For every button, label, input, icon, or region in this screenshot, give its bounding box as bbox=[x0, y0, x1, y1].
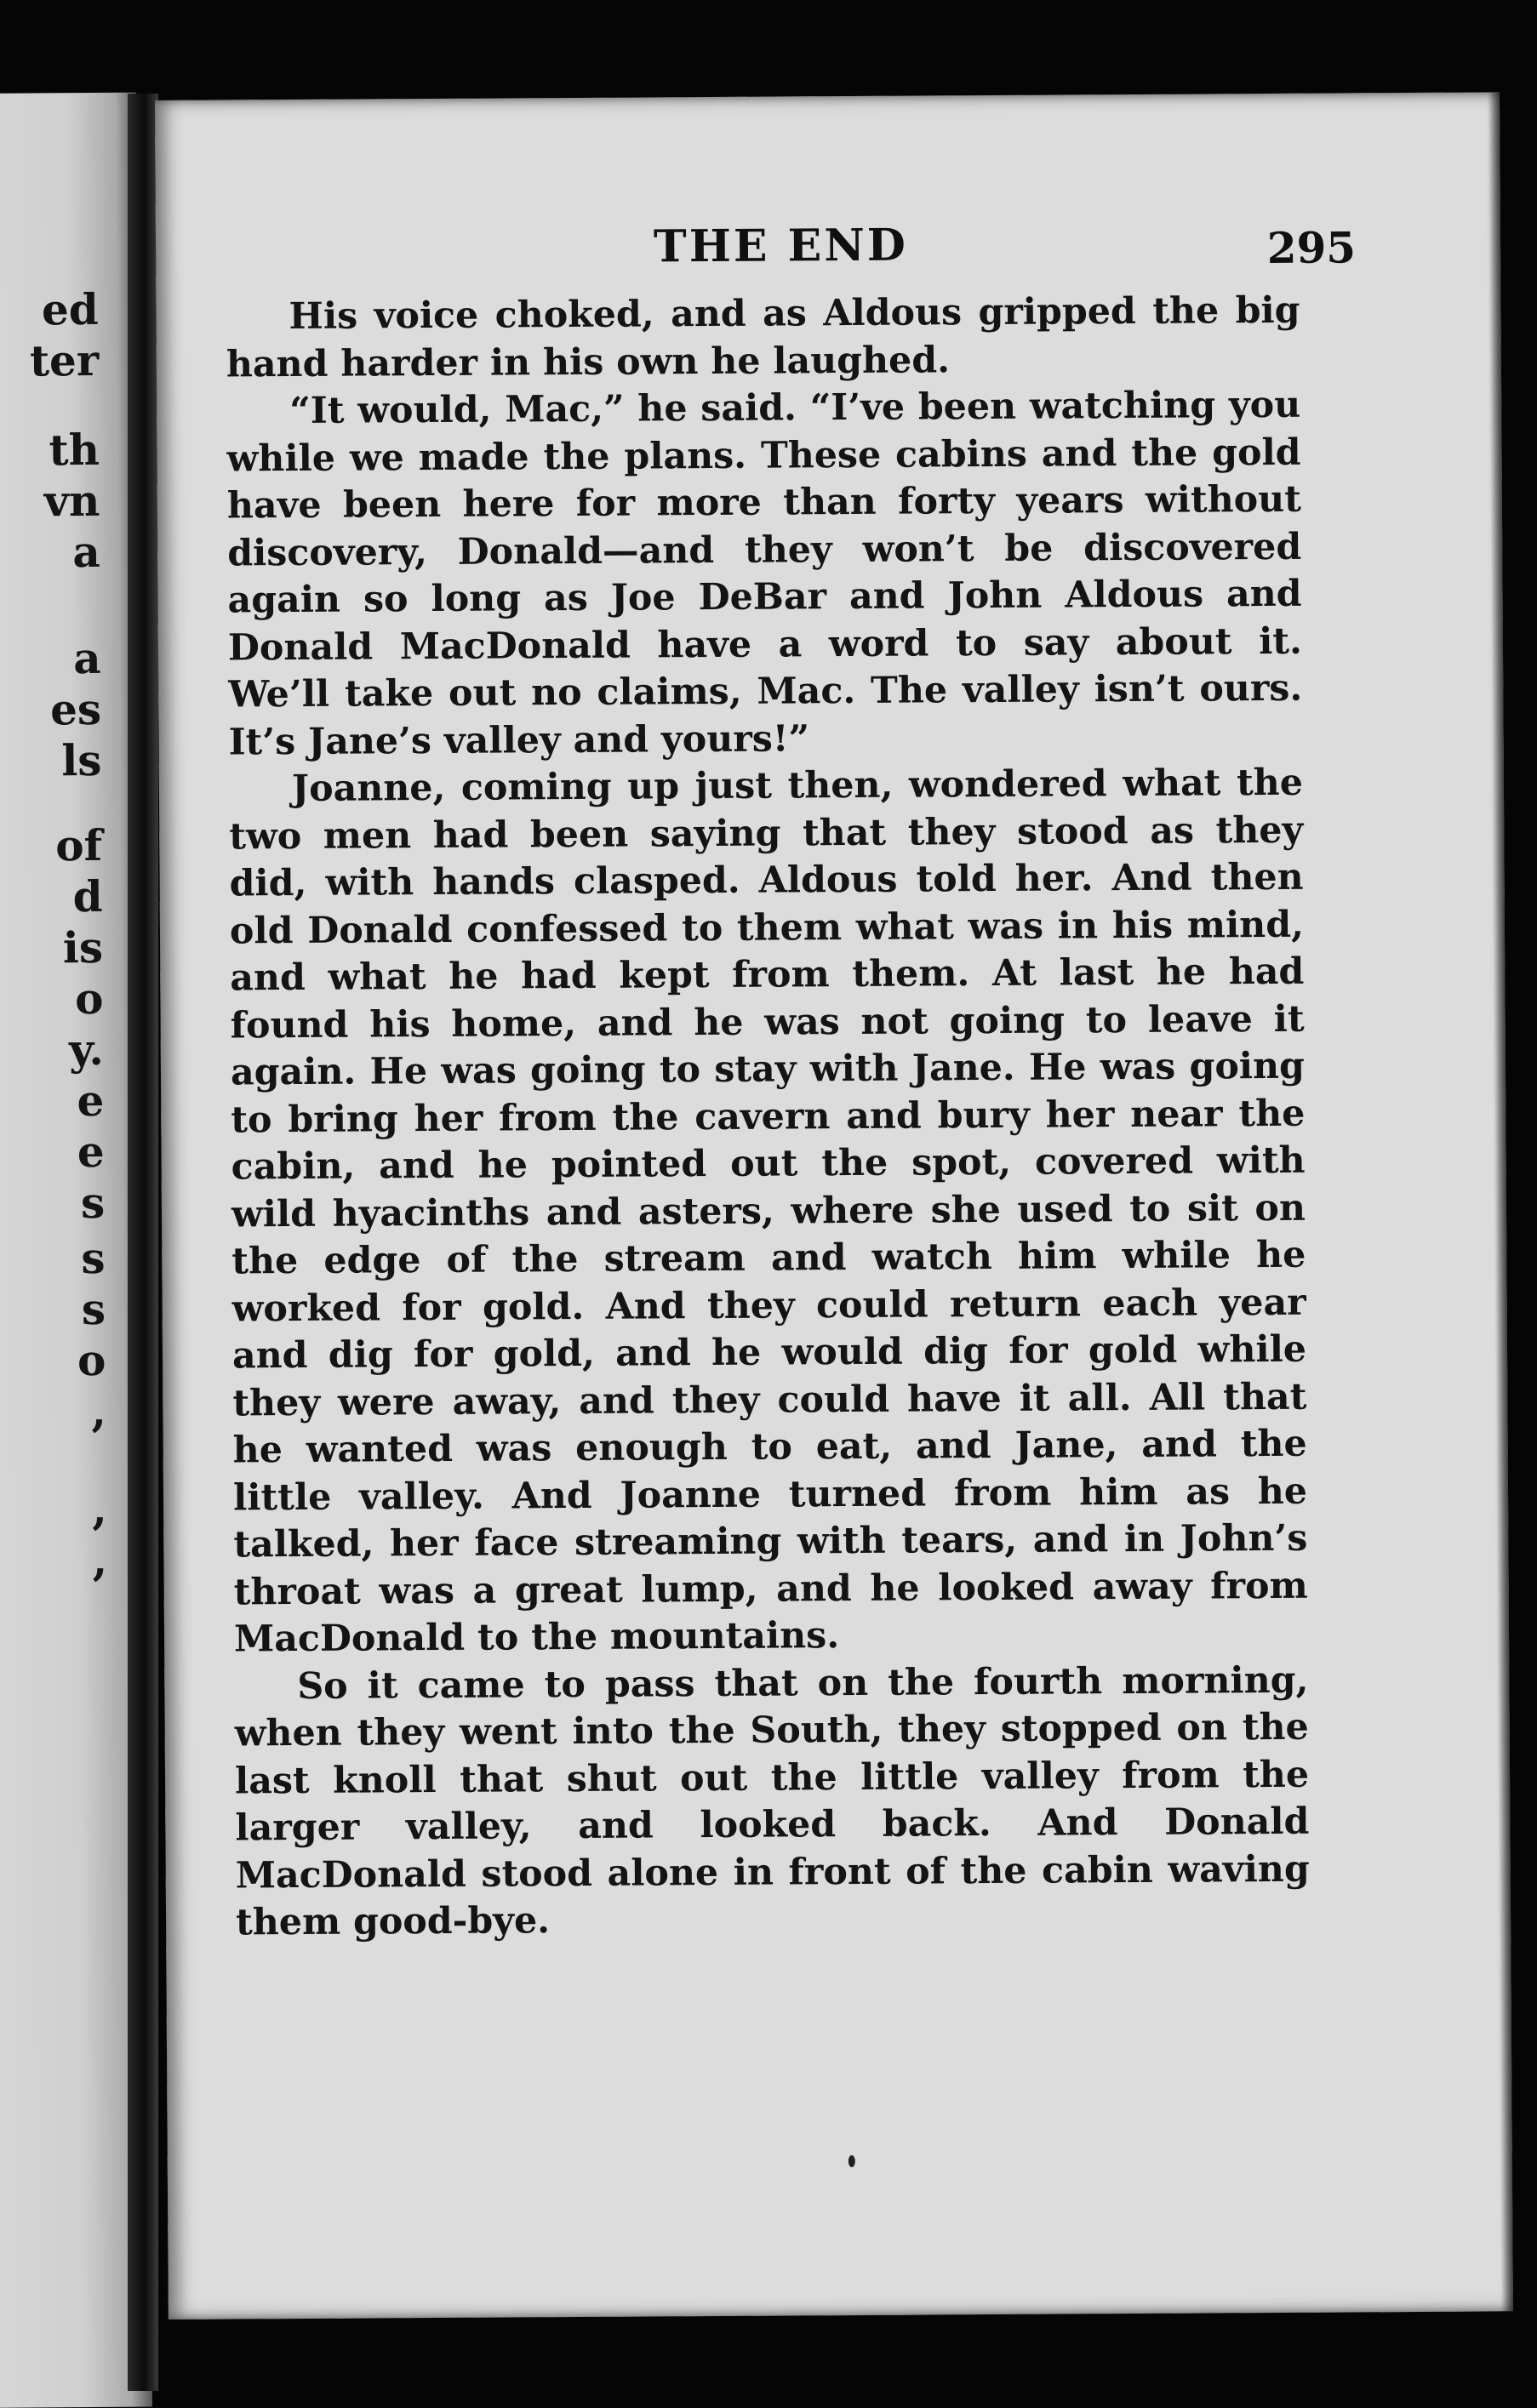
body-text bbox=[226, 288, 1310, 1947]
facing-page-fragment: d bbox=[72, 870, 103, 922]
facing-page-fragment: a bbox=[72, 526, 100, 578]
facing-page-fragment: , bbox=[91, 1385, 107, 1437]
facing-page-fragment: s bbox=[81, 1283, 106, 1335]
facing-page-fragment: es bbox=[49, 683, 102, 735]
facing-page-fragment: is bbox=[62, 922, 104, 973]
facing-page-fragment: s bbox=[81, 1232, 106, 1284]
facing-page-fragment: a bbox=[73, 632, 101, 684]
facing-page-fragment: ed bbox=[41, 283, 99, 335]
book-gutter bbox=[128, 94, 158, 2391]
facing-page-fragment: th bbox=[49, 424, 100, 476]
paragraph: So it came to pass that on the fourth morning, when they went into the South, they stopped on the last knoll that shut out the little valley from the larger valley, and looked back. And Donald MacDonald stood alone in front of the cabin waving them good-bye. bbox=[234, 1658, 1310, 1944]
facing-page-fragment: vn bbox=[43, 475, 100, 527]
paragraph: “It would, Mac,” he said. “I’ve been watching you while we made the plans. These cabins and the gold have been here for more than forty years without discovery, Donald—and they won’t be discovered again so long as Joe DeBar and John Aldous and Donald MacDonald have a word to say about it. We’ll take out no claims, Mac. The valley isn’t ours. It’s Jane’s valley and yours!” bbox=[226, 383, 1303, 763]
facing-page-fragment: e bbox=[77, 1126, 105, 1178]
facing-page-fragment: , bbox=[91, 1483, 107, 1535]
book-page bbox=[155, 92, 1513, 2320]
facing-page-fragment: e bbox=[77, 1075, 105, 1127]
facing-page-fragment: of bbox=[55, 819, 103, 871]
facing-page-fragment: s bbox=[80, 1177, 106, 1229]
facing-page-text-fragments bbox=[0, 93, 144, 2408]
facing-page-fragment: o bbox=[77, 1334, 106, 1386]
facing-page-fragment: y. bbox=[68, 1024, 105, 1076]
paragraph: Joanne, coming up just then, wondered what the two men had been saying that they stood as they did, with hands clasped. Aldous told her. And then old Donald confessed to them what was in his mind, and what he had kept from them. At last he had found his home, and he was not going to leave it again. He was going to stay with Jane. He was going to bring her from the cavern and bury her near the cabin, and he pointed out the spot, covered with wild hyacinths and asters, where she used to sit on the edge of the stream and watch him while he worked for gold. And they could return each year and dig for gold, and he would dig for gold while they were away, and they could have it all. All that he wanted was enough to eat, and Jane, and the little valley. And Joanne turned from him as he talked, her face streaming with tears, and in John’s throat was a great lump, and he looked away from MacDonald to the mountains. bbox=[229, 761, 1308, 1661]
ink-speck bbox=[848, 2155, 855, 2167]
facing-page-fragment: ls bbox=[61, 734, 102, 786]
paragraph: His voice choked, and as Aldous gripped the big hand harder in his own he laughed. bbox=[226, 288, 1300, 385]
page-number: 295 bbox=[1266, 222, 1357, 274]
facing-page-fragment: o bbox=[74, 973, 104, 1024]
facing-page-fragment: , bbox=[92, 1534, 108, 1586]
running-head: THE END bbox=[653, 219, 909, 273]
facing-page-fragment: ter bbox=[29, 334, 100, 386]
